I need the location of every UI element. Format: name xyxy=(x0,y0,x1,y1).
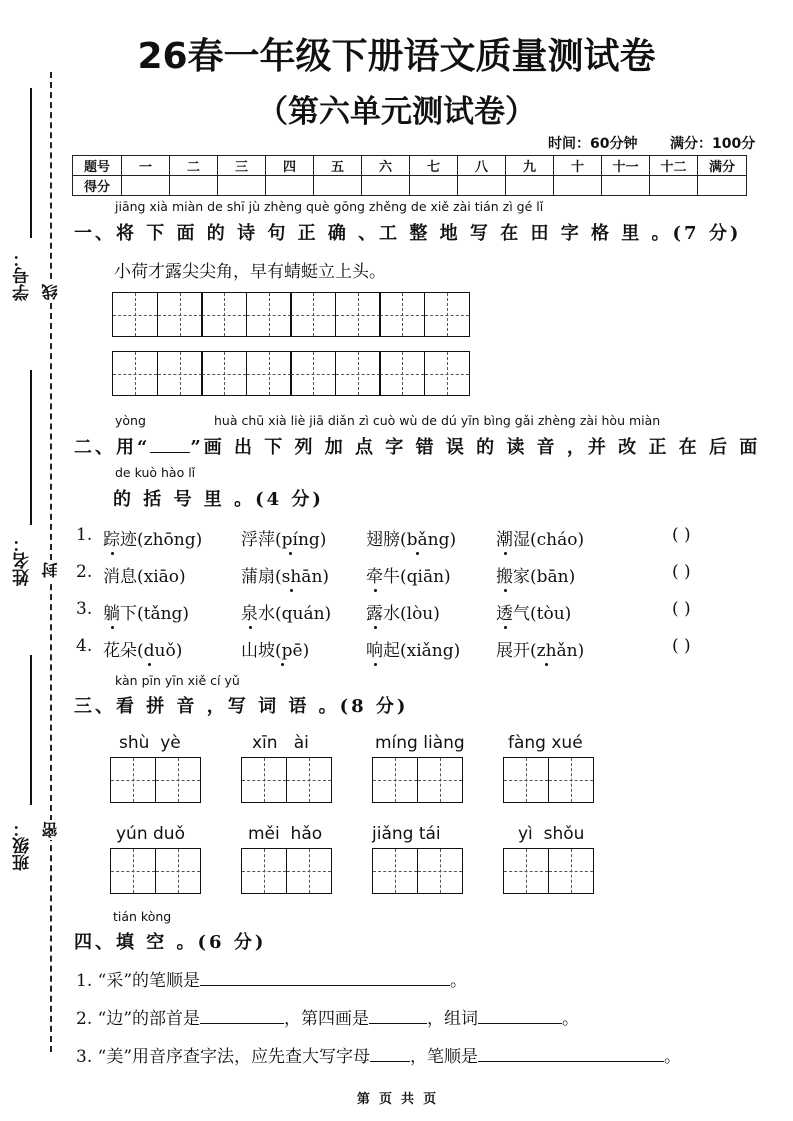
score-cell[interactable] xyxy=(602,176,650,196)
tian-zi-cell[interactable] xyxy=(548,757,594,803)
score-header-cell: 满分 xyxy=(698,156,747,176)
score-header-cell: 五 xyxy=(314,156,362,176)
q2-item-first: 蒲 xyxy=(241,567,258,587)
q2-answer-paren[interactable]: ( ) xyxy=(672,525,691,545)
q2-item-rest: 迹(zhōng) xyxy=(120,530,203,550)
q2-item xyxy=(103,562,186,587)
q1-poem: 小荷才露尖尖角，早有蜻蜓立上头。 xyxy=(114,262,386,282)
q2-pinyin-main: huà chū xià liè jiā diǎn zì cuò wù de dú yīn bìng gǎi zhèng zài hòu miàn xyxy=(214,413,661,428)
q2-heading-start: 二、用“ xyxy=(74,437,151,458)
score-header-cell: 六 xyxy=(362,156,410,176)
tian-zi-cell[interactable] xyxy=(201,351,247,396)
q4-l1-end: 。 xyxy=(450,971,468,991)
q2-item xyxy=(366,636,460,661)
score-header-cell: 题号 xyxy=(73,156,122,176)
q2-item-first: 山 xyxy=(241,641,258,661)
tian-zi-cell[interactable] xyxy=(417,848,463,894)
q4-line-1 xyxy=(76,966,467,991)
score-header-cell: 二 xyxy=(170,156,218,176)
q3-word-label: jiǎng tái xyxy=(372,824,441,844)
q2-dotted-char: 开(zhǎn) xyxy=(513,641,585,661)
q2-item xyxy=(496,562,575,587)
q3-pinyin: kàn pīn yīn xiě cí yǔ xyxy=(115,673,240,688)
q4-l2-blank-radical[interactable] xyxy=(200,1023,284,1024)
q1-heading: 一、将 下 面 的 诗 句 正 确 、工 整 地 写 在 田 字 格 里 。(7 分) xyxy=(74,223,742,244)
q2-item-rest: 家(bān) xyxy=(513,567,576,587)
q2-row-num: 2. xyxy=(76,562,93,582)
score-header-cell: 七 xyxy=(410,156,458,176)
tian-zi-cell[interactable] xyxy=(110,757,156,803)
seal-mi-char: 密 xyxy=(41,822,60,838)
q2-row-num: 4. xyxy=(76,636,93,656)
q2-item xyxy=(366,525,456,550)
page-footer: 第 页 共 页 xyxy=(356,1092,437,1107)
q4-l1-blank[interactable] xyxy=(200,985,450,986)
class-label: 班级： xyxy=(13,820,33,871)
q4-line-2 xyxy=(76,1004,579,1029)
q2-dotted-char: 潮 xyxy=(496,530,513,550)
q2-answer-paren[interactable]: ( ) xyxy=(672,599,691,619)
q2-dotted-char: 朵(duǒ) xyxy=(120,641,183,661)
name-line xyxy=(30,370,32,525)
q2-item xyxy=(103,525,202,550)
score-header-cell: 十二 xyxy=(650,156,698,176)
q2-dotted-char: 牵 xyxy=(366,567,383,587)
tian-zi-cell[interactable] xyxy=(112,351,158,396)
page-title: 26春一年级下册语文质量测试卷 xyxy=(137,36,656,77)
score-table xyxy=(72,155,747,196)
score-cell[interactable] xyxy=(650,176,698,196)
q4-l2-blank-word[interactable] xyxy=(478,1023,562,1024)
q2-underline-sample xyxy=(150,452,190,453)
q2-item xyxy=(366,562,451,587)
tian-zi-cell[interactable] xyxy=(157,292,203,337)
tian-zi-cell[interactable] xyxy=(548,848,594,894)
exam-time: 时间：60分钟 xyxy=(548,136,638,152)
tian-zi-cell[interactable] xyxy=(290,351,336,396)
seal-line-char: 线 xyxy=(41,284,60,300)
score-cell[interactable] xyxy=(266,176,314,196)
score-cell[interactable] xyxy=(314,176,362,196)
q3-grid[interactable] xyxy=(503,848,594,894)
q3-word-label: fàng xué xyxy=(508,733,583,753)
q4-l3-blank-letter[interactable] xyxy=(370,1061,410,1062)
q2-dotted-char: 萍(píng) xyxy=(258,530,327,550)
tian-zi-cell[interactable] xyxy=(503,848,549,894)
q2-row-3 xyxy=(76,599,756,624)
q2-dotted-char: 坡(pē) xyxy=(258,641,310,661)
page-subtitle: （第六单元测试卷） xyxy=(257,94,536,130)
tian-zi-cell[interactable] xyxy=(246,292,292,337)
tian-zi-cell[interactable] xyxy=(290,292,336,337)
tian-zi-cell[interactable] xyxy=(335,351,381,396)
q3-grid[interactable] xyxy=(372,848,463,894)
tian-zi-cell[interactable] xyxy=(112,292,158,337)
q3-grid[interactable] xyxy=(241,757,332,803)
q2-dotted-char: 踪 xyxy=(103,530,120,550)
q4-l3-text-b: ，笔顺是 xyxy=(410,1047,479,1067)
tian-zi-cell[interactable] xyxy=(155,757,201,803)
score-header-cell: 十一 xyxy=(602,156,650,176)
score-row-label: 得分 xyxy=(73,176,122,196)
score-header-cell: 九 xyxy=(506,156,554,176)
tian-zi-cell[interactable] xyxy=(155,848,201,894)
q2-pinyin-end: de kuò hào lǐ xyxy=(115,465,196,480)
q4-l2-text: “边”的部首是 xyxy=(97,1009,201,1029)
q2-item xyxy=(496,599,571,624)
tian-zi-cell[interactable] xyxy=(110,848,156,894)
q3-word-label: shù yè xyxy=(119,733,181,753)
q2-heading-end: 的 括 号 里 。(4 分) xyxy=(113,489,324,510)
q2-dotted-char: 躺 xyxy=(103,604,120,624)
q3-word-label: míng liàng xyxy=(375,733,465,753)
q2-item xyxy=(241,599,331,624)
q2-item xyxy=(241,636,309,661)
seal-feng-char: 封 xyxy=(41,562,60,578)
q4-heading: 四、填 空 。(6 分) xyxy=(74,932,267,953)
score-header-cell: 十 xyxy=(554,156,602,176)
q2-item-rest: 下(tǎng) xyxy=(120,604,190,624)
q2-item xyxy=(241,525,326,550)
q4-pinyin: tián kòng xyxy=(113,909,172,924)
q2-row-4 xyxy=(76,636,756,661)
q4-l3-blank-strokes[interactable] xyxy=(478,1061,664,1062)
q4-l3-end: 。 xyxy=(664,1047,682,1067)
score-cell[interactable] xyxy=(170,176,218,196)
q2-item-first: 浮 xyxy=(241,530,258,550)
tian-zi-cell[interactable] xyxy=(503,757,549,803)
q2-item-rest: 息(xiāo) xyxy=(120,567,186,587)
q2-item-first: 翅 xyxy=(366,530,383,550)
score-cell[interactable] xyxy=(554,176,602,196)
q2-dotted-char: 泉 xyxy=(241,604,258,624)
tian-zi-cell[interactable] xyxy=(379,292,425,337)
tian-zi-cell[interactable] xyxy=(286,848,332,894)
q3-grid[interactable] xyxy=(503,757,594,803)
q3-word-label: xīn ài xyxy=(252,733,309,753)
q3-heading: 三、看 拼 音 ，写 词 语 。(8 分) xyxy=(74,696,409,717)
q2-item xyxy=(496,636,584,661)
q3-grid[interactable] xyxy=(241,848,332,894)
q2-dotted-char: 膀(bǎng) xyxy=(383,530,457,550)
q2-row-num: 1. xyxy=(76,525,93,545)
q3-grid[interactable] xyxy=(110,757,201,803)
q4-num: 3. xyxy=(76,1047,93,1067)
q2-item xyxy=(103,599,189,624)
q2-item-rest: 湿(cháo) xyxy=(513,530,585,550)
q2-dotted-char: 响 xyxy=(366,641,383,661)
q3-word-label: yún duǒ xyxy=(116,824,185,844)
q2-item-rest: 水(lòu) xyxy=(383,604,440,624)
score-table-score-row xyxy=(73,176,747,196)
q2-heading-rest: ”画 出 下 列 加 点 字 错 误 的 读 音 ，并 改 正 在 后 面 xyxy=(190,437,761,458)
q3-grid[interactable] xyxy=(110,848,201,894)
tian-zi-cell[interactable] xyxy=(246,351,292,396)
score-cell[interactable] xyxy=(362,176,410,196)
q4-l2-blank-stroke[interactable] xyxy=(369,1023,427,1024)
tian-zi-cell[interactable] xyxy=(157,351,203,396)
q2-item xyxy=(496,525,584,550)
q2-dotted-char: 扇(shān) xyxy=(258,567,330,587)
score-cell[interactable] xyxy=(698,176,747,196)
q2-row-num: 3. xyxy=(76,599,93,619)
tian-zi-cell[interactable] xyxy=(379,351,425,396)
q2-item-first: 花 xyxy=(103,641,120,661)
score-cell[interactable] xyxy=(458,176,506,196)
score-cell[interactable] xyxy=(218,176,266,196)
tian-zi-cell[interactable] xyxy=(335,292,381,337)
q1-grid-row-1[interactable] xyxy=(112,292,470,337)
score-header-cell: 一 xyxy=(122,156,170,176)
q3-word-label: yì shǒu xyxy=(518,824,585,844)
q4-line-3 xyxy=(76,1042,681,1067)
q2-row-2 xyxy=(76,562,756,587)
name-label: 姓名： xyxy=(13,535,33,586)
q2-dotted-char: 搬 xyxy=(496,567,513,587)
q4-num: 2. xyxy=(76,1009,93,1029)
score-cell[interactable] xyxy=(410,176,458,196)
q2-item xyxy=(366,599,440,624)
q2-item-first: 消 xyxy=(103,567,120,587)
q2-item-rest: 起(xiǎng) xyxy=(383,641,461,661)
q4-l2-text-b: ，第四画是 xyxy=(284,1009,370,1029)
score-cell[interactable] xyxy=(122,176,170,196)
q4-l1-text: “采”的笔顺是 xyxy=(97,971,201,991)
q2-row-1 xyxy=(76,525,756,550)
q2-answer-paren[interactable]: ( ) xyxy=(672,562,691,582)
tian-zi-cell[interactable] xyxy=(424,351,470,396)
tian-zi-cell[interactable] xyxy=(372,757,418,803)
class-line xyxy=(30,655,32,805)
tian-zi-cell[interactable] xyxy=(201,292,247,337)
score-header-cell: 八 xyxy=(458,156,506,176)
q4-l2-text-c: ，组词 xyxy=(427,1009,479,1029)
q2-item-rest: 气(tòu) xyxy=(513,604,572,624)
q2-item-rest: 水(quán) xyxy=(258,604,332,624)
q2-item xyxy=(241,562,329,587)
q2-item xyxy=(103,636,182,661)
tian-zi-cell[interactable] xyxy=(286,757,332,803)
q3-grid[interactable] xyxy=(372,757,463,803)
q4-l2-end: 。 xyxy=(562,1009,580,1029)
exam-full-score: 满分：100分 xyxy=(670,136,756,152)
q2-dotted-char: 透 xyxy=(496,604,513,624)
q4-num: 1. xyxy=(76,971,93,991)
tian-zi-cell[interactable] xyxy=(241,757,287,803)
q2-item-rest: 牛(qiān) xyxy=(383,567,451,587)
q1-pinyin: jiāng xià miàn de shī jù zhèng què gōng zhěng de xiě zài tián zì gé lǐ xyxy=(115,199,544,214)
tian-zi-cell[interactable] xyxy=(372,848,418,894)
q4-l3-text: “美”用音序查字法，应先查大写字母 xyxy=(97,1047,371,1067)
q1-grid-row-2[interactable] xyxy=(112,351,470,396)
tian-zi-cell[interactable] xyxy=(241,848,287,894)
score-table-header-row xyxy=(73,156,747,176)
q2-pinyin-yong: yòng xyxy=(115,413,146,428)
student-id-label: 学号： xyxy=(13,250,33,301)
score-header-cell: 四 xyxy=(266,156,314,176)
q2-dotted-char: 露 xyxy=(366,604,383,624)
q3-word-label: měi hǎo xyxy=(248,824,323,844)
q2-item-first: 展 xyxy=(496,641,513,661)
q2-answer-paren[interactable]: ( ) xyxy=(672,636,691,656)
q2-heading xyxy=(74,433,760,459)
score-cell[interactable] xyxy=(506,176,554,196)
tian-zi-cell[interactable] xyxy=(424,292,470,337)
score-header-cell: 三 xyxy=(218,156,266,176)
tian-zi-cell[interactable] xyxy=(417,757,463,803)
